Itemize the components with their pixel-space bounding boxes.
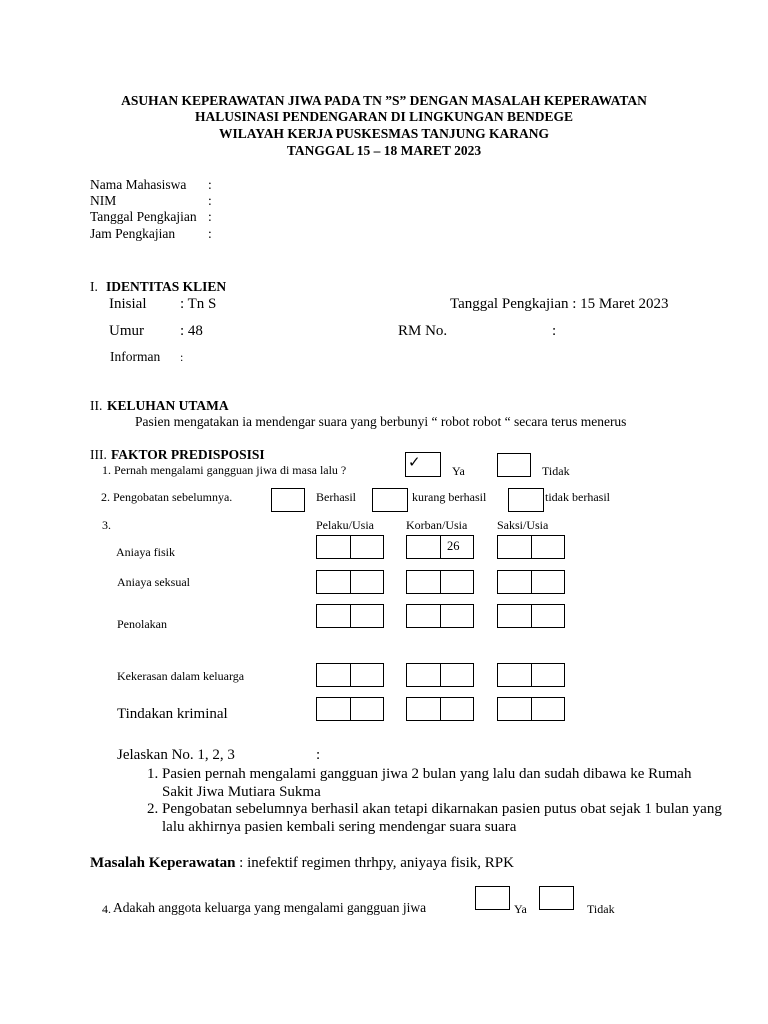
- checkbox-tidak-berhasil[interactable]: [508, 488, 544, 512]
- rm-label: RM No.: [398, 323, 448, 339]
- korban-penolakan-field[interactable]: [406, 604, 474, 628]
- row-label-kekerasan-keluarga: Kekerasan dalam keluarga: [117, 669, 245, 683]
- saksi-kekerasan-keluarga-field[interactable]: [497, 663, 565, 687]
- question-1: 1. Pernah mengalami gangguan jiwa di masa lalu ?: [102, 463, 347, 477]
- title-line-4: TANGGAL 15 – 18 MARET 2023: [286, 143, 482, 158]
- pelaku-aniaya-fisik-field[interactable]: [316, 535, 384, 559]
- checkbox-berhasil[interactable]: [271, 488, 305, 512]
- column-pelaku: Pelaku/Usia: [316, 518, 374, 532]
- colon: :: [208, 226, 212, 241]
- inisial-value: : Tn S: [180, 296, 217, 312]
- checkmark-icon: ✓: [408, 453, 421, 471]
- colon: :: [208, 209, 212, 224]
- checkbox-q4-ya[interactable]: [475, 886, 510, 910]
- label-ya: Ya: [452, 464, 465, 478]
- saksi-aniaya-fisik-field[interactable]: [497, 535, 565, 559]
- tanggal-pengkajian-value: Tanggal Pengkajian : 15 Maret 2023: [450, 296, 669, 312]
- field-nama-mahasiswa: Nama Mahasiswa: [90, 177, 187, 192]
- umur-value: : 48: [180, 323, 203, 339]
- masalah-keperawatan: [90, 855, 514, 872]
- row-label-aniaya-seksual: Aniaya seksual: [117, 575, 190, 589]
- row-label-aniaya-fisik: Aniaya fisik: [116, 545, 175, 559]
- explain-label: Jelaskan No. 1, 2, 3: [117, 747, 235, 763]
- pelaku-tindakan-kriminal-field[interactable]: [316, 697, 384, 721]
- colon: :: [208, 193, 212, 208]
- question-2: 2. Pengobatan sebelumnya.: [101, 490, 233, 504]
- masalah-value: : inefektif regimen thrhpy, aniyaya fisik, RPK: [235, 855, 514, 871]
- label-kurang-berhasil: kurang berhasil: [412, 490, 487, 504]
- saksi-tindakan-kriminal-field[interactable]: [497, 697, 565, 721]
- column-korban: Korban/Usia: [406, 518, 468, 532]
- row-label-tindakan-kriminal: Tindakan kriminal: [117, 706, 228, 722]
- section-1-heading: IDENTITAS KLIEN: [106, 279, 227, 294]
- checkbox-q4-tidak[interactable]: [539, 886, 574, 910]
- rm-colon: :: [552, 323, 557, 339]
- title-line-2: HALUSINASI PENDENGARAN DI LINGKUNGAN BENDEGE: [194, 109, 574, 124]
- section-2-number: II.: [90, 398, 103, 413]
- label-tidak-berhasil: tidak berhasil: [545, 490, 610, 504]
- korban-tindakan-kriminal-field[interactable]: [406, 697, 474, 721]
- pelaku-kekerasan-keluarga-field[interactable]: [316, 663, 384, 687]
- title-line-3: WILAYAH KERJA PUSKESMAS TANJUNG KARANG: [218, 126, 550, 141]
- explanation-list: [140, 766, 722, 836]
- korban-kekerasan-keluarga-field[interactable]: [406, 663, 474, 687]
- korban-aniaya-fisik-field[interactable]: [406, 535, 474, 559]
- pelaku-penolakan-field[interactable]: [316, 604, 384, 628]
- keluhan-text: Pasien mengatakan ia mendengar suara yang berbunyi “ robot robot “ secara terus menerus: [135, 414, 627, 429]
- korban-aniaya-seksual-field[interactable]: [406, 570, 474, 594]
- label-berhasil: Berhasil: [316, 490, 356, 504]
- section-2-heading: KELUHAN UTAMA: [107, 398, 229, 413]
- section-3-heading: FAKTOR PREDISPOSISI: [111, 447, 265, 462]
- umur-label: Umur: [109, 323, 144, 339]
- informan-label: Informan: [110, 349, 161, 364]
- label-tidak: Tidak: [542, 464, 570, 478]
- explanation-item-2: 2. Pengobatan sebelumnya berhasil akan tetapi dikarnakan pasien putus obat sejak 1 bulan yang lalu akhirnya pasien kembali sering mendengar suara suara: [162, 801, 722, 836]
- field-tanggal-pengkajian: Tanggal Pengkajian: [90, 209, 197, 224]
- column-saksi: Saksi/Usia: [497, 518, 549, 532]
- label-q4-tidak: Tidak: [587, 902, 615, 916]
- saksi-aniaya-seksual-field[interactable]: [497, 570, 565, 594]
- korban-aniaya-fisik-value: 26: [447, 539, 460, 553]
- question-4: Adakah anggota keluarga yang mengalami gangguan jiwa: [113, 900, 427, 915]
- question-4-number: 4.: [102, 902, 111, 916]
- section-1-number: I.: [90, 279, 98, 294]
- field-nim: NIM: [90, 193, 117, 208]
- row-label-penolakan: Penolakan: [117, 617, 167, 631]
- saksi-penolakan-field[interactable]: [497, 604, 565, 628]
- colon: :: [208, 177, 212, 192]
- explain-colon: :: [316, 747, 321, 763]
- checkbox-tidak[interactable]: [497, 453, 531, 477]
- informan-colon: :: [180, 350, 184, 364]
- title-line-1: ASUHAN KEPERAWATAN JIWA PADA TN ”S” DENGAN MASALAH KEPERAWATAN: [121, 93, 647, 108]
- checkbox-ya[interactable]: [405, 452, 441, 477]
- explanation-item-1: 1. Pasien pernah mengalami gangguan jiwa 2 bulan yang lalu dan sudah dibawa ke Rumah Sakit Jiwa Mutiara Sukma: [162, 766, 722, 801]
- pelaku-aniaya-seksual-field[interactable]: [316, 570, 384, 594]
- checkbox-kurang-berhasil[interactable]: [372, 488, 408, 512]
- question-3: 3.: [102, 518, 111, 532]
- label-q4-ya: Ya: [514, 902, 527, 916]
- section-3-number: III.: [90, 447, 107, 462]
- inisial-label: Inisial: [109, 296, 147, 312]
- field-jam-pengkajian: Jam Pengkajian: [90, 226, 176, 241]
- masalah-label: Masalah Keperawatan: [90, 855, 236, 871]
